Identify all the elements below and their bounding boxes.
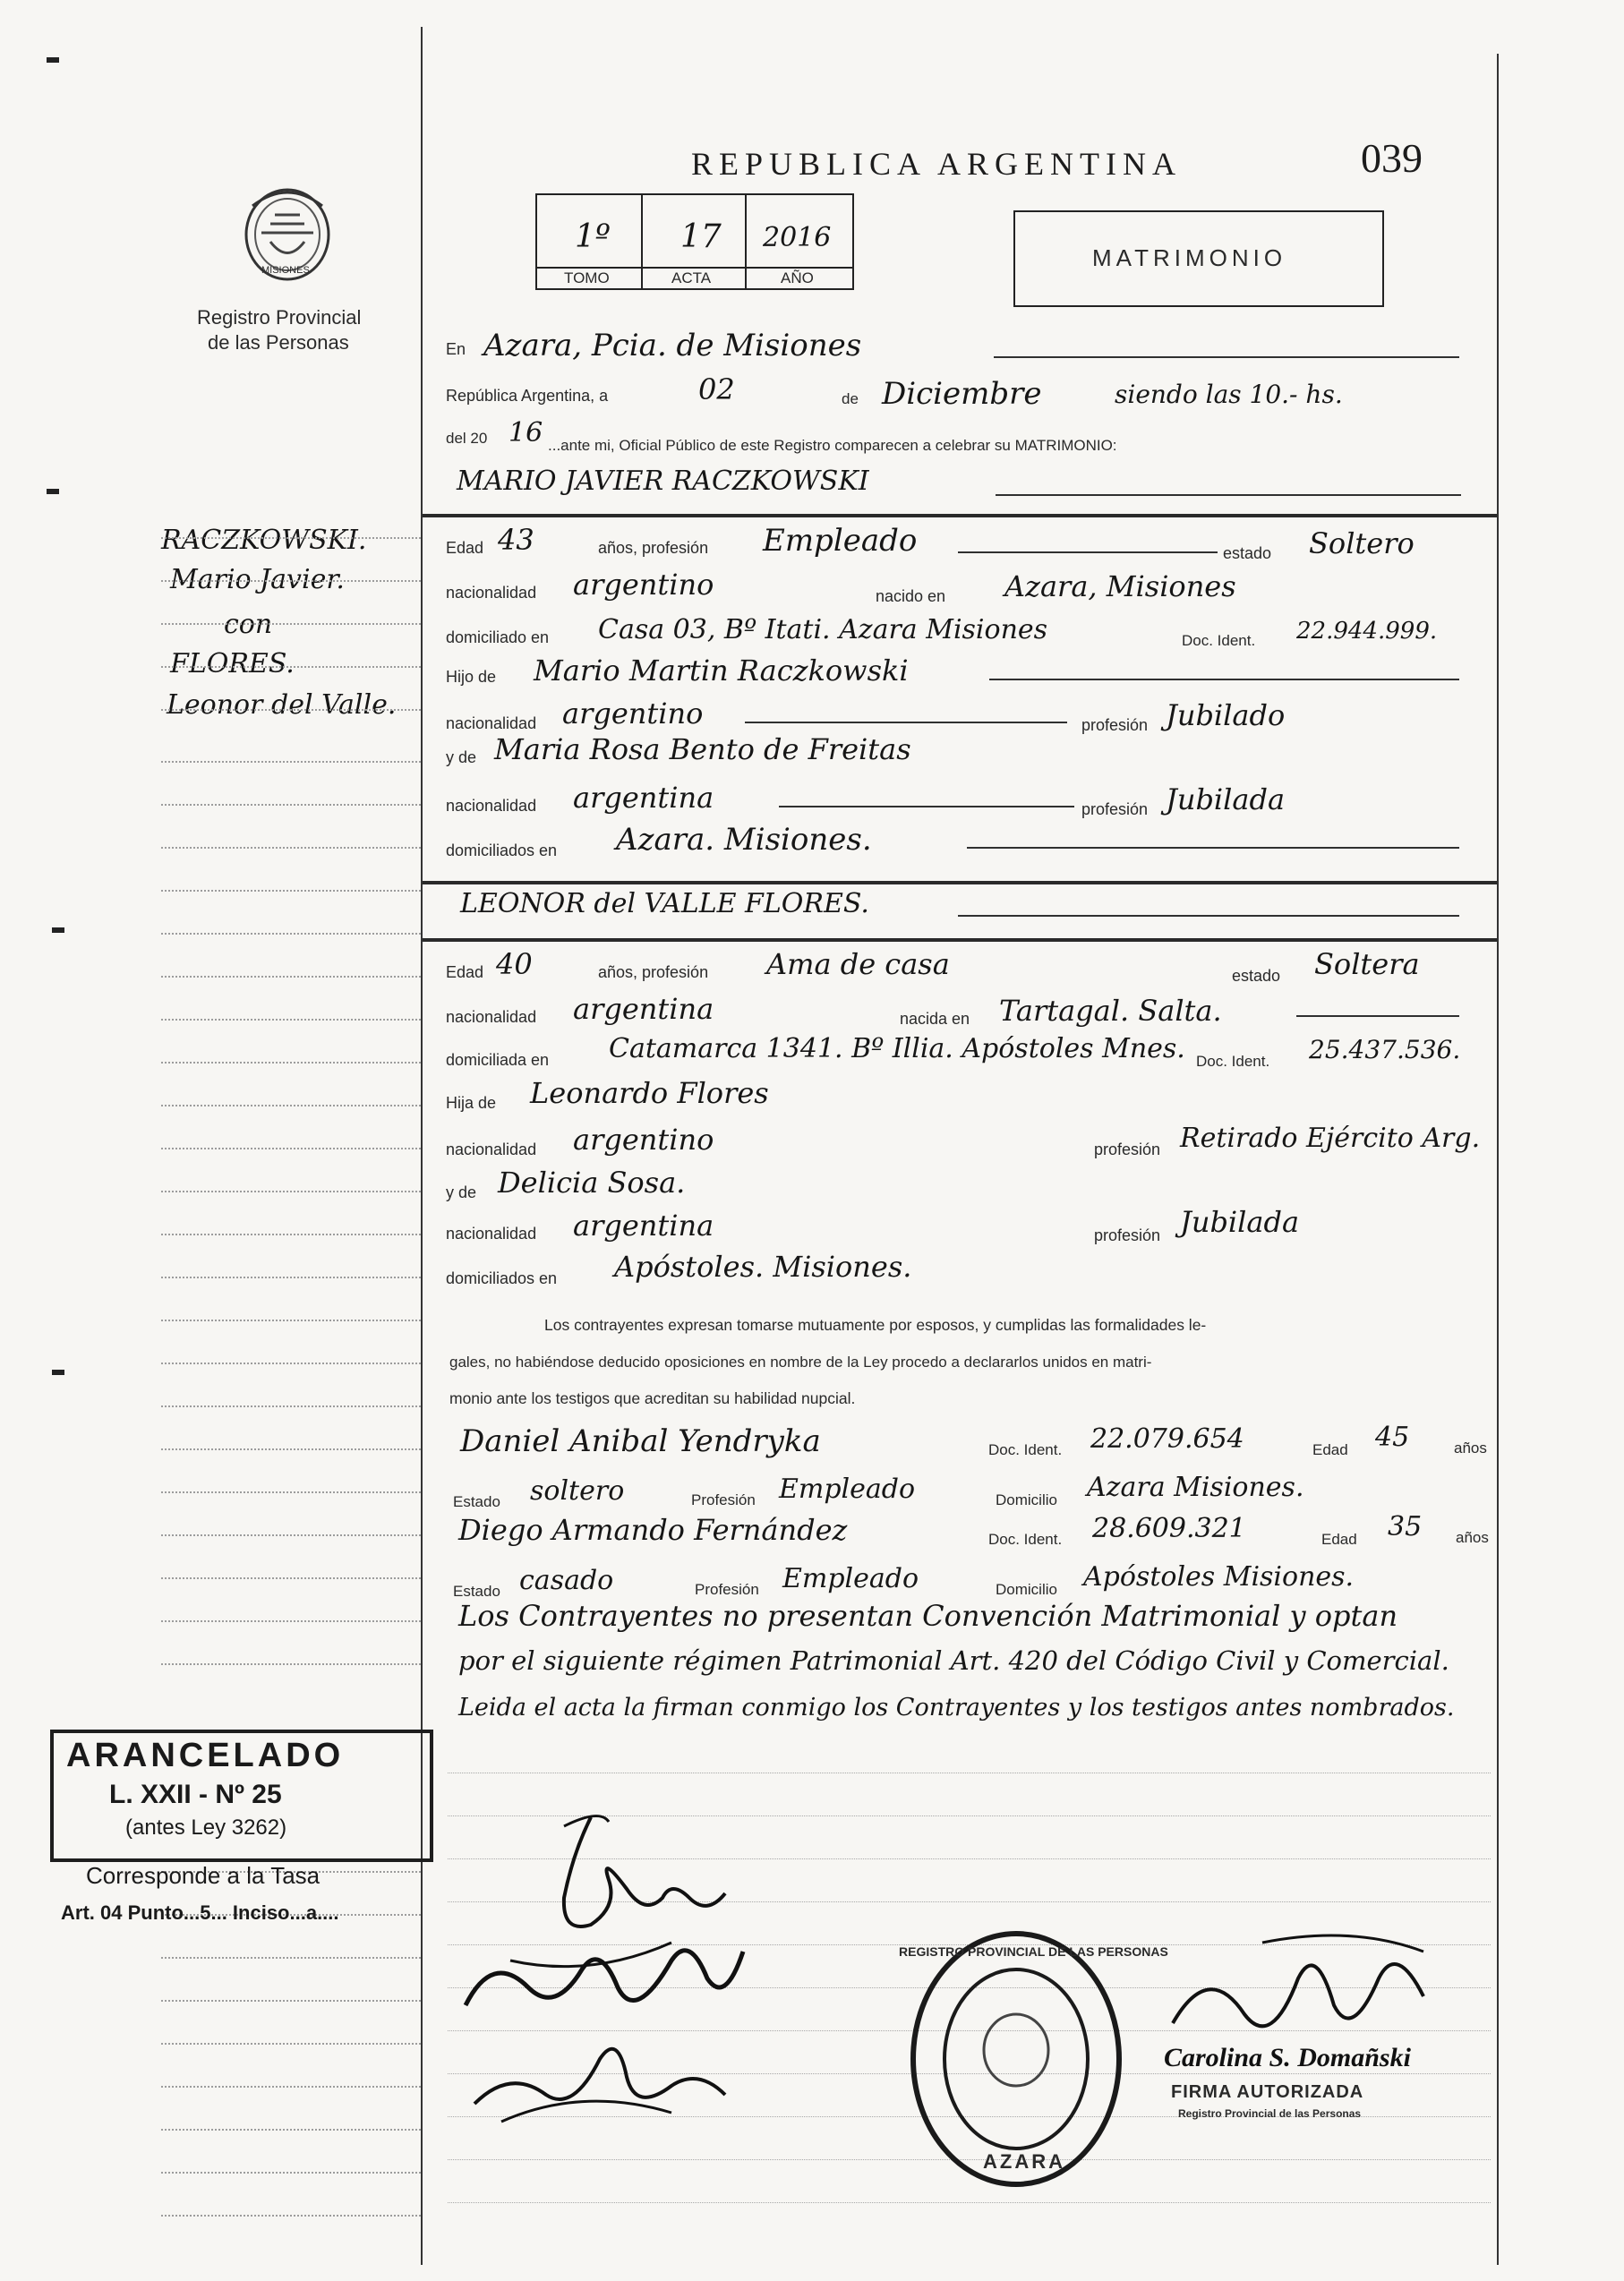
margin-note-2: Mario Javier. <box>170 564 345 595</box>
margin-dot-line <box>161 1019 421 1021</box>
margin-dot-line <box>161 666 421 668</box>
margin-note-3: con <box>224 609 273 640</box>
ruled-line <box>448 2202 1491 2203</box>
bride-doc: 25.437.536. <box>1309 1035 1461 1064</box>
acta-label: ACTA <box>671 269 712 286</box>
fill-line <box>958 551 1218 553</box>
bride-nationality: argentina <box>573 992 714 1026</box>
acta-value: 17 <box>680 218 722 255</box>
bride-father-nat: argentino <box>573 1123 714 1157</box>
witness1-dom-label: Domicilio <box>996 1491 1057 1508</box>
witness1-profession: Empleado <box>779 1474 916 1505</box>
witness1-estado-label: Estado <box>453 1493 500 1510</box>
groom-mother-nac-label: nacionalidad <box>446 797 537 815</box>
margin-dot-line <box>161 1663 421 1665</box>
margin-dot-line <box>161 2215 421 2217</box>
act-type-label: MATRIMONIO <box>1092 244 1287 271</box>
groom-father-nat: argentino <box>562 696 704 730</box>
country-title: REPUBLICA ARGENTINA <box>691 146 1183 182</box>
margin-dot-line <box>161 580 421 582</box>
de-label: de <box>842 390 859 407</box>
bride-anos-label: años, profesión <box>598 963 709 981</box>
register-box <box>535 193 854 290</box>
groom-mother-label: y de <box>446 748 477 766</box>
witness2-anos-label: años <box>1456 1529 1489 1546</box>
margin-dot-line <box>161 1957 421 1959</box>
signature-bride <box>457 1925 752 2032</box>
margin-dot-line <box>161 2129 421 2131</box>
page-number: 039 <box>1361 135 1423 181</box>
stamp-line1: ARANCELADO <box>66 1737 345 1774</box>
fill-line <box>779 806 1074 807</box>
bride-parents-dom-label: domiciliados en <box>446 1269 558 1287</box>
witness2-doc-label: Doc. Ident. <box>988 1531 1063 1548</box>
groom-father: Mario Martin Raczkowski <box>534 654 909 688</box>
margin-dot-line <box>161 933 421 935</box>
margin-tick-2 <box>47 489 59 494</box>
stamp-line3: (antes Ley 3262) <box>125 1815 287 1840</box>
tomo-value: 1º <box>575 218 611 255</box>
groom-father-prof-label: profesión <box>1081 716 1149 734</box>
seal-text: REGISTRO PROVINCIAL DE LAS PERSONAS <box>899 1944 1168 1959</box>
margin-dot-line <box>161 1234 421 1235</box>
fill-line <box>967 847 1459 849</box>
bride-birthplace: Tartagal. Salta. <box>999 994 1222 1028</box>
bride-mother-label: y de <box>446 1183 477 1201</box>
witness2-age: 35 <box>1388 1511 1423 1542</box>
groom-dom-label: domiciliado en <box>446 628 550 646</box>
witness1-doc: 22.079.654 <box>1090 1423 1244 1455</box>
witness2-name: Diego Armando Fernández <box>458 1513 848 1547</box>
groom-age: 43 <box>498 523 534 557</box>
witness2-estado: casado <box>519 1565 614 1596</box>
del20-label: del 20 <box>446 430 488 447</box>
official-subtitle: Registro Provincial de las Personas <box>1178 2107 1362 2120</box>
witness2-domicile: Apóstoles Misiones. <box>1083 1561 1355 1593</box>
margin-dot-line <box>161 1277 421 1278</box>
margin-tick-1 <box>47 57 59 63</box>
bride-father-label: Hija de <box>446 1094 497 1112</box>
margin-dot-line <box>161 2000 421 2002</box>
groom-estado-label: estado <box>1223 544 1272 562</box>
bride-estado: Soltera <box>1314 947 1420 981</box>
margin-dot-line <box>161 2172 421 2174</box>
groom-parents-dom-label: domiciliados en <box>446 841 558 859</box>
margin-dot-line <box>161 804 421 806</box>
witness1-age: 45 <box>1375 1422 1410 1453</box>
tomo-label: TOMO <box>564 269 610 286</box>
bride-mother-prof: Jubilada <box>1180 1205 1300 1239</box>
intro-tail: ...ante mi, Oficial Público de este Registro comparecen a celebrar su MATRIMONIO: <box>548 437 1117 454</box>
groom-edad-label: Edad <box>446 539 484 557</box>
margin-dot-line <box>161 761 421 763</box>
notes-line1: Los Contrayentes no presentan Convención Matrimonial y optan <box>458 1599 1398 1633</box>
month-value: Diciembre <box>882 376 1042 412</box>
groom-doc-label: Doc. Ident. <box>1182 632 1256 649</box>
witness1-doc-label: Doc. Ident. <box>988 1441 1063 1458</box>
margin-dot-line <box>161 1105 421 1106</box>
margin-dot-line <box>161 1620 421 1622</box>
groom-parents-dom: Azara. Misiones. <box>616 822 872 858</box>
groom-doc: 22.944.999. <box>1296 618 1438 645</box>
coat-of-arms-label: MISIONES <box>261 265 310 276</box>
ano-label: AÑO <box>781 269 814 286</box>
margin-dot-line <box>161 2086 421 2088</box>
year-suffix: 16 <box>509 417 543 449</box>
witness2-estado-label: Estado <box>453 1583 500 1600</box>
declaration-line2: gales, no habiéndose deducido oposiciones en nombre de la Ley procedo a declararlos unidos en matri- <box>449 1354 1152 1371</box>
margin-tick-4 <box>52 1370 64 1375</box>
time-value: siendo las 10.- hs. <box>1115 380 1343 409</box>
bride-name: LEONOR del VALLE FLORES. <box>460 888 869 919</box>
en-label: En <box>446 340 466 358</box>
margin-dot-line <box>161 890 421 892</box>
witness2-dom-label: Domicilio <box>996 1581 1057 1598</box>
margin-dot-line <box>161 1320 421 1321</box>
act-type-box <box>1013 210 1384 307</box>
stamp-line4: Corresponde a la Tasa <box>86 1862 321 1889</box>
margin-dot-line <box>161 623 421 625</box>
groom-mother: Maria Rosa Bento de Freitas <box>494 732 911 766</box>
margin-note-5: Leonor del Valle. <box>167 689 397 721</box>
left-margin-line <box>421 27 423 2265</box>
margin-note-1: RACZKOWSKI. <box>161 525 367 556</box>
witness2-edad-label: Edad <box>1321 1531 1357 1548</box>
declaration-line3: monio ante los testigos que acreditan su habilidad nupcial. <box>449 1389 856 1407</box>
groom-nationality: argentino <box>573 568 714 602</box>
bride-mother-nat: argentina <box>573 1209 714 1243</box>
margin-note-4: FLORES. <box>170 648 295 679</box>
margin-dot-line <box>161 537 421 539</box>
groom-name: MARIO JAVIER RACZKOWSKI <box>457 466 869 497</box>
bride-address: Catamarca 1341. Bº Illia. Apóstoles Mnes. <box>609 1033 1185 1064</box>
bride-father-prof-label: profesión <box>1094 1140 1161 1158</box>
right-margin-line <box>1497 54 1499 2265</box>
margin-dot-line <box>161 976 421 978</box>
witness2-profession: Empleado <box>782 1563 919 1594</box>
bride-father-nac-label: nacionalidad <box>446 1140 537 1158</box>
fill-line <box>745 722 1067 723</box>
witness1-name: Daniel Anibal Yendryka <box>460 1423 821 1459</box>
bride-age: 40 <box>496 947 533 981</box>
groom-father-nac-label: nacionalidad <box>446 714 537 732</box>
margin-dot-line <box>161 847 421 849</box>
registry-label-line2: de las Personas <box>208 331 349 354</box>
day-value: 02 <box>698 372 735 406</box>
groom-anos-label: años, profesión <box>598 539 709 557</box>
margin-dot-line <box>161 709 421 711</box>
groom-address: Casa 03, Bº Itati. Azara Misiones <box>598 614 1048 645</box>
witness2-doc: 28.609.321 <box>1092 1513 1246 1544</box>
place-value: Azara, Pcia. de Misiones <box>483 328 862 363</box>
signature-official <box>1155 1925 1441 2059</box>
coat-of-arms <box>235 179 340 286</box>
fill-line <box>996 494 1461 496</box>
bride-edad-label: Edad <box>446 963 484 981</box>
margin-dot-line <box>161 2043 421 2045</box>
stamp-line2: L. XXII - Nº 25 <box>109 1780 282 1809</box>
republica-label: República Argentina, a <box>446 387 609 405</box>
fill-line <box>994 356 1459 358</box>
signature-witness <box>466 2032 734 2131</box>
section-divider <box>423 881 1497 884</box>
groom-nacido-label: nacido en <box>876 587 946 605</box>
margin-dot-line <box>161 1534 421 1536</box>
margin-dot-line <box>161 1363 421 1364</box>
bride-father-prof: Retirado Ejército Arg. <box>1180 1123 1481 1154</box>
fill-line <box>1296 1015 1459 1017</box>
margin-dot-line <box>161 1491 421 1493</box>
witness2-prof-label: Profesión <box>695 1581 759 1598</box>
bride-nacida-label: nacida en <box>900 1010 970 1028</box>
fill-line <box>958 915 1459 917</box>
bride-parents-dom: Apóstoles. Misiones. <box>614 1250 912 1284</box>
section-divider <box>423 514 1497 517</box>
fill-line <box>989 679 1459 680</box>
bride-profession: Ama de casa <box>766 947 950 981</box>
ano-value: 2016 <box>763 222 832 253</box>
bride-doc-label: Doc. Ident. <box>1196 1053 1270 1070</box>
bride-mother: Delicia Sosa. <box>498 1166 686 1200</box>
bride-nac-label: nacionalidad <box>446 1008 537 1026</box>
arancelado-stamp <box>50 1730 433 1862</box>
groom-birthplace: Azara, Misiones <box>1004 569 1236 603</box>
bride-estado-label: estado <box>1232 967 1281 985</box>
groom-estado: Soltero <box>1309 526 1415 560</box>
margin-dot-line <box>161 1148 421 1149</box>
groom-nac-label: nacionalidad <box>446 584 537 602</box>
margin-tick-3 <box>52 927 64 933</box>
groom-father-label: Hijo de <box>446 668 497 686</box>
seal-city: AZARA <box>983 2150 1065 2173</box>
bride-dom-label: domiciliada en <box>446 1051 550 1069</box>
declaration-line1: Los contrayentes expresan tomarse mutuamente por esposos, y cumplidas las formalidades le- <box>544 1316 1207 1334</box>
groom-mother-prof-label: profesión <box>1081 800 1149 818</box>
registry-seal <box>899 1925 1168 2193</box>
groom-mother-prof: Jubilada <box>1166 782 1286 816</box>
witness1-anos-label: años <box>1454 1440 1487 1457</box>
margin-dot-line <box>161 1577 421 1579</box>
registry-label-line1: Registro Provincial <box>197 306 362 329</box>
official-title: FIRMA AUTORIZADA <box>1171 2082 1364 2102</box>
witness1-edad-label: Edad <box>1312 1441 1348 1458</box>
groom-father-prof: Jubilado <box>1166 698 1286 732</box>
official-name: Carolina S. Domañski <box>1164 2043 1411 2072</box>
margin-dot-line <box>161 1448 421 1450</box>
witness1-prof-label: Profesión <box>691 1491 756 1508</box>
margin-dot-line <box>161 1405 421 1407</box>
groom-mother-nat: argentina <box>573 781 714 815</box>
margin-dot-line <box>161 1062 421 1064</box>
notes-line3: Leida el acta la firman conmigo los Contrayentes y los testigos antes nombrados. <box>458 1694 1455 1721</box>
bride-father: Leonardo Flores <box>530 1076 769 1110</box>
bride-mother-nac-label: nacionalidad <box>446 1225 537 1243</box>
bride-mother-prof-label: profesión <box>1094 1226 1161 1244</box>
notes-line2: por el siguiente régimen Patrimonial Art. 420 del Código Civil y Comercial. <box>458 1645 1449 1676</box>
witness1-estado: soltero <box>530 1475 625 1507</box>
section-divider <box>423 938 1497 942</box>
margin-dot-line <box>161 1191 421 1192</box>
witness1-domicile: Azara Misiones. <box>1087 1472 1304 1503</box>
stamp-line5: Art. 04 Punto...5... Inciso...a.... <box>61 1901 339 1924</box>
groom-profession: Empleado <box>763 523 918 559</box>
